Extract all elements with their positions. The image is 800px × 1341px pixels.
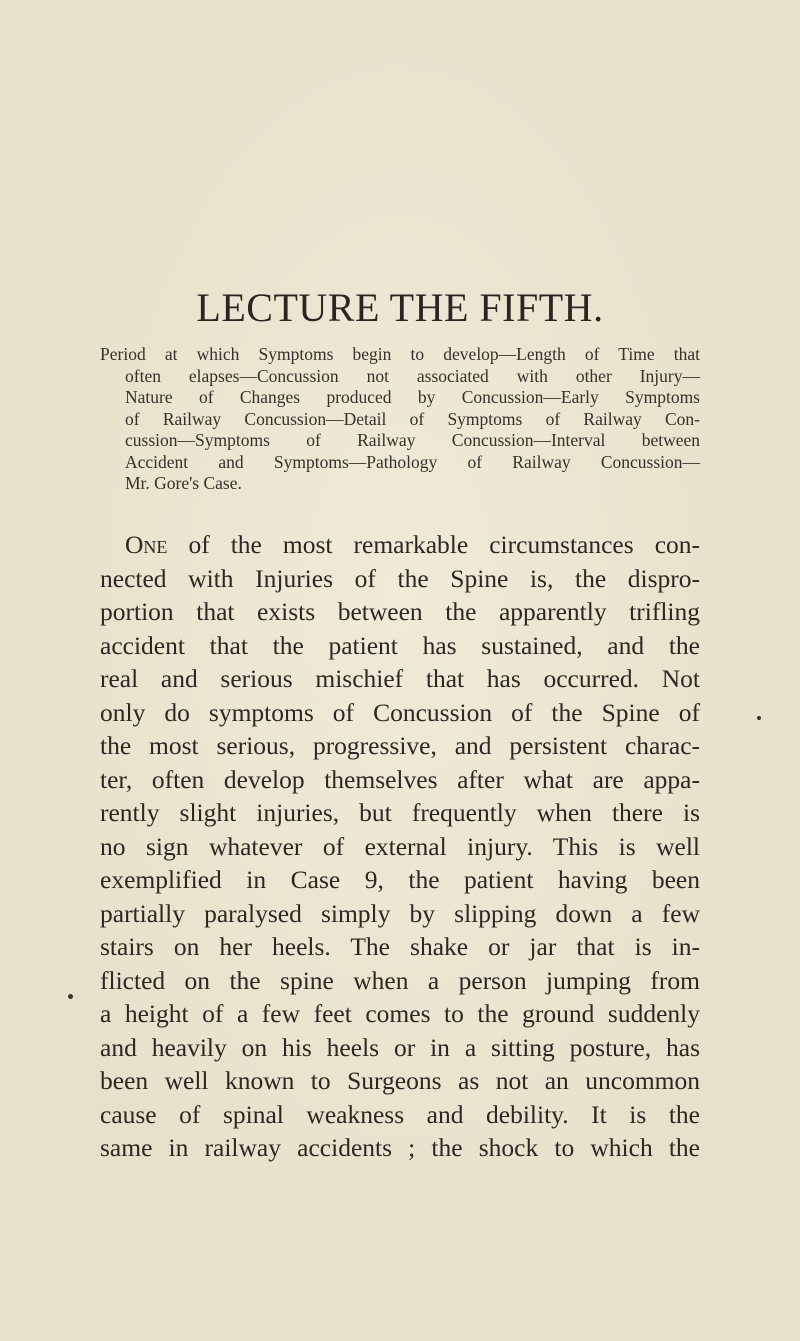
drop-word: One <box>125 530 168 559</box>
synopsis-line: Nature of Changes produced by Concussion—Early Symptoms <box>125 387 700 407</box>
body-line: the most serious, progressive, and persistent charac- <box>100 731 700 760</box>
body-line: flicted on the spine when a person jumping from <box>100 965 700 995</box>
body-line: rently slight injuries, but frequently when there is <box>100 798 700 827</box>
body-line: exemplified in Case 9, the patient having been <box>100 865 700 894</box>
body-line: cause of spinal weakness and debility. It is the <box>100 1099 700 1129</box>
body-line: stairs on her heels. The shake or jar that is in- <box>100 932 700 961</box>
body-line: same in railway accidents ; the shock to which the <box>100 1133 700 1162</box>
body-line-rest: of the most remarkable circumstances con- <box>167 530 700 559</box>
body-line: been well known to Surgeons as not an uncommon <box>100 1066 700 1095</box>
body-line: and heavily on his heels or in a sitting posture, has <box>100 1032 700 1062</box>
body-line: nected with Injuries of the Spine is, the dispro- <box>100 563 700 593</box>
synopsis-line: Mr. Gore's Case. <box>125 473 242 493</box>
body-line: portion that exists between the apparently trifling <box>100 597 700 626</box>
body-line: no sign whatever of external injury. This is well <box>100 831 700 861</box>
body-line: accident that the patient has sustained, and the <box>100 630 700 660</box>
synopsis-line: of Railway Concussion—Detail of Symptoms of Railway Con- <box>125 408 700 429</box>
ink-speck <box>68 994 73 999</box>
synopsis-line: Accident and Symptoms—Pathology of Railway Concussion— <box>125 451 700 472</box>
body-line: ter, often develop themselves after what are appa- <box>100 764 700 794</box>
synopsis-line: often elapses—Concussion not associated with other Injury— <box>125 365 700 386</box>
body-paragraph <box>100 528 700 1165</box>
ink-speck <box>757 716 761 720</box>
synopsis-line: cussion—Symptoms of Railway Concussion—Interval between <box>125 430 700 450</box>
body-line: only do symptoms of Concussion of the Spine of <box>100 697 700 727</box>
synopsis-line: Period at which Symptoms begin to develop—Length of Time that <box>100 344 700 364</box>
chapter-synopsis <box>100 344 700 495</box>
body-line <box>100 528 700 562</box>
body-line: a height of a few feet comes to the ground suddenly <box>100 999 700 1028</box>
body-line: real and serious mischief that has occurred. Not <box>100 664 700 693</box>
lecture-title: LECTURE THE FIFTH. <box>196 285 604 330</box>
body-line: partially paralysed simply by slipping down a few <box>100 898 700 928</box>
